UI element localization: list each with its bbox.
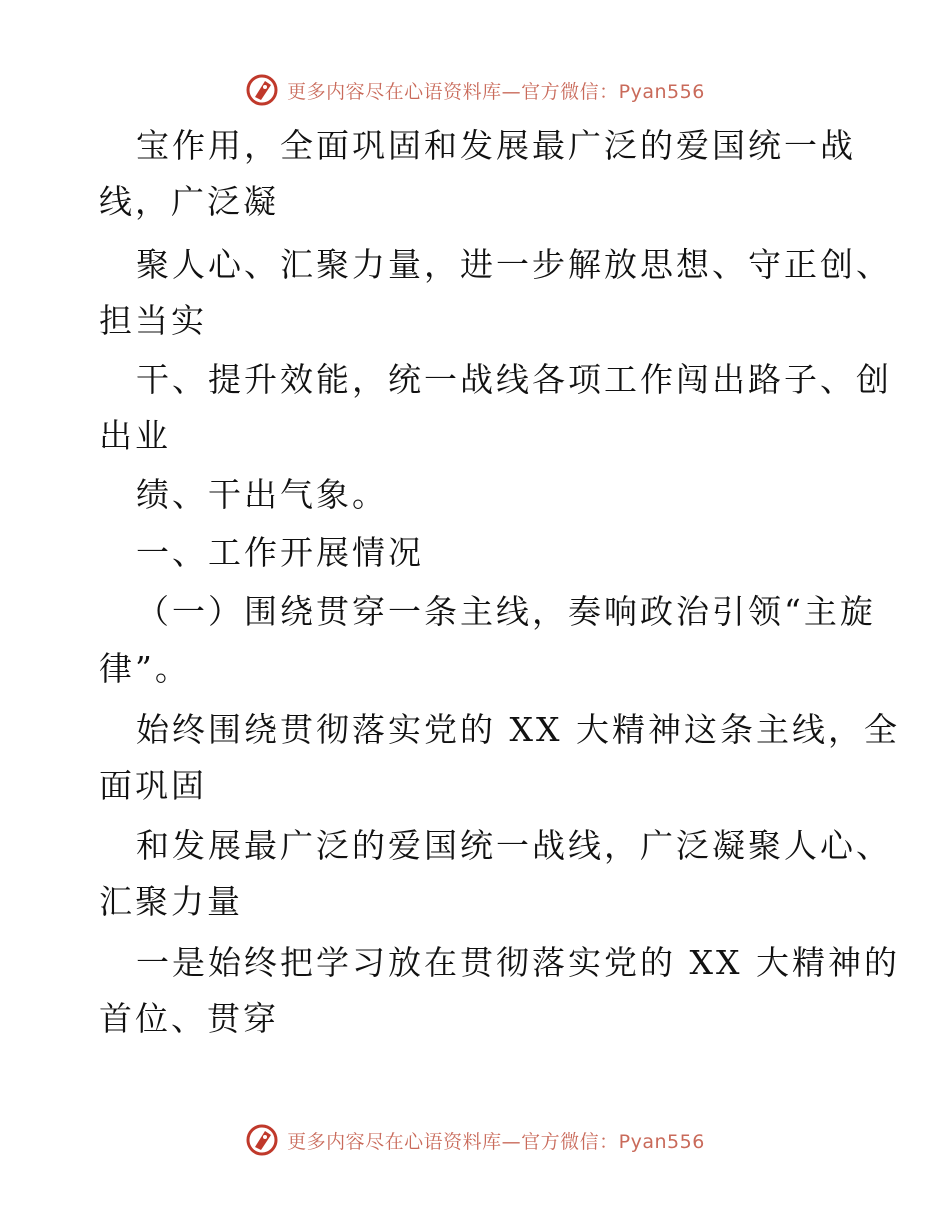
- body-line: 宝作用，全面巩固和发展最广泛的爱国统一战: [136, 126, 856, 165]
- body-line: 律”。: [99, 649, 191, 688]
- pen-nib-logo-icon: [245, 73, 279, 107]
- body-line: 首位、贯穿: [99, 999, 279, 1038]
- body-line: 一是始终把学习放在贯彻落实党的 XX 大精神的: [136, 943, 900, 982]
- header-banner-text: 更多内容尽在心语资料库—官方微信：Pyan556: [287, 80, 705, 103]
- body-line: 担当实: [99, 301, 207, 340]
- section-heading: 一、工作开展情况: [136, 533, 424, 572]
- body-line: 绩、干出气象。: [136, 475, 388, 514]
- footer-banner: [0, 1120, 950, 1160]
- body-line: 聚人心、汇聚力量，进一步解放思想、守正创、: [136, 245, 892, 284]
- header-banner: [0, 70, 950, 110]
- pen-nib-logo-icon: [245, 1123, 279, 1157]
- body-line: 干、提升效能，统一战线各项工作闯出路子、创: [136, 360, 892, 399]
- body-line: 线，广泛凝: [99, 182, 279, 221]
- body-line: 出业: [99, 416, 171, 455]
- footer-banner-text: 更多内容尽在心语资料库—官方微信：Pyan556: [287, 1130, 705, 1153]
- body-line: 和发展最广泛的爱国统一战线，广泛凝聚人心、: [136, 826, 892, 865]
- body-line: 始终围绕贯彻落实党的 XX 大精神这条主线，全: [136, 710, 900, 749]
- body-line: 面巩固: [99, 766, 207, 805]
- subsection-heading: （一）围绕贯穿一条主线，奏响政治引领“主旋: [136, 592, 876, 631]
- body-line: 汇聚力量: [99, 882, 243, 921]
